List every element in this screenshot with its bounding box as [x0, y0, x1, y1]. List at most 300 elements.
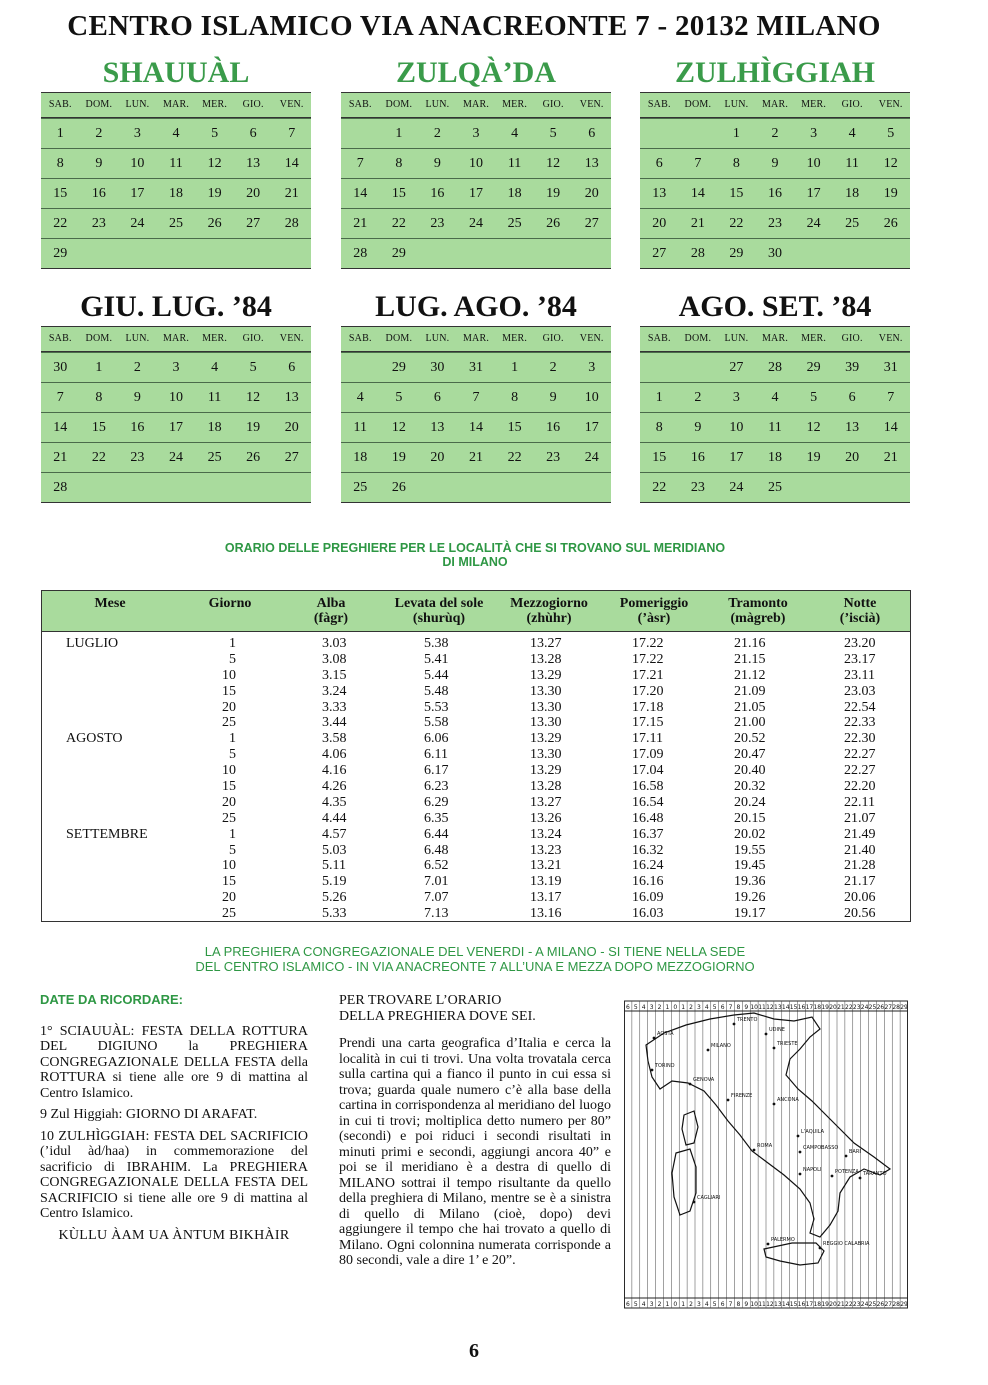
calendar-day	[80, 473, 119, 502]
weekday-label: LUN.	[125, 99, 150, 110]
calendar-day: 24	[729, 480, 744, 495]
meridian-number-top: 28	[892, 1004, 900, 1011]
calendar-day: 26	[391, 480, 406, 495]
date-entry-arafat: 9 Zul Higgiah: GIORNO DI ARAFAT.	[40, 1107, 258, 1122]
weekday-label: MAR.	[462, 99, 490, 110]
column-header-label: Pomeriggio	[619, 596, 689, 611]
notice-line1: LA PREGHIERA CONGREGAZIONALE DEL VENERDI - A MILANO - SI TIENE NELLA SEDE	[204, 944, 746, 959]
table-cell: 5.41	[424, 651, 449, 667]
calendar-day	[157, 473, 196, 502]
table-cell: 13.30	[530, 715, 562, 731]
calendar-day	[457, 473, 496, 502]
calendar-day: 16	[690, 450, 705, 465]
calendar-day: 28	[53, 480, 68, 495]
calendar-day: 25	[168, 216, 183, 231]
weekday-label: VEN.	[878, 333, 903, 344]
city-label: TRENTO	[737, 1017, 758, 1023]
meridian-number-bottom: 4	[641, 1301, 646, 1308]
notice-line2: DEL CENTRO ISLAMICO - IN VIA ANACREONTE 7 ALL’UNA E MEZZA DOPO MEZZOGIORNO	[195, 958, 755, 974]
meridian-number-bottom: 29	[900, 1301, 908, 1308]
calendar-day: 21	[284, 186, 299, 201]
calendar-day	[418, 239, 457, 268]
table-cell: 22.27	[844, 763, 876, 779]
table-cell: 19.55	[734, 842, 766, 858]
column-header-label: Mezzogiorno	[510, 596, 588, 611]
table-cell: 17.15	[632, 715, 664, 731]
calendar-day: 19	[883, 186, 898, 201]
calendar-day	[794, 473, 833, 502]
city-label: ROMA	[757, 1143, 773, 1149]
city-label: L’AQUILA	[801, 1129, 825, 1135]
calendar-week-row	[341, 442, 611, 472]
calendar-day: 11	[845, 156, 859, 171]
table-cell: 22.54	[844, 699, 876, 715]
weekday-label: DOM.	[385, 333, 413, 344]
city-label: CAGLIARI	[697, 1195, 721, 1201]
table-cell: 21.28	[844, 858, 876, 874]
weekday-label: MAR.	[761, 333, 789, 344]
calendar-day: 12	[546, 156, 561, 171]
table-cell: 4.26	[322, 779, 347, 795]
table-cell: 13.24	[530, 826, 562, 842]
meridian-number-top: 23	[852, 1004, 861, 1011]
calendar-week-row	[341, 118, 611, 148]
calendar-day: 21	[883, 450, 898, 465]
calendar-day: 9	[771, 156, 779, 171]
meridian-number-bottom: 2	[689, 1301, 693, 1308]
meridian-number-top: 0	[673, 1004, 678, 1011]
calendar-day: 16	[130, 420, 145, 435]
calendar-day: 26	[546, 216, 561, 231]
city-label: ANCONA	[777, 1097, 799, 1103]
weekday-label: MER.	[502, 333, 528, 344]
table-cell: 10	[222, 667, 236, 683]
calendar-day: 8	[56, 156, 64, 171]
calendar-day: 23	[690, 480, 705, 495]
calendar-day: 19	[391, 450, 406, 465]
calendar-day: 22	[652, 480, 667, 495]
calendar-day: 6	[433, 390, 441, 405]
calendar-day: 22	[391, 216, 406, 231]
calendar-day: 13	[246, 156, 261, 171]
meridian-number-bottom: 14	[781, 1301, 790, 1308]
calendar-day: 25	[507, 216, 522, 231]
calendar-day: 27	[729, 360, 744, 375]
calendar-day: 11	[353, 420, 368, 435]
calendar-day: 12	[806, 420, 821, 435]
table-cell: 6.11	[424, 747, 448, 763]
meridian-number-top: 4	[704, 1004, 709, 1011]
calendar-day: 23	[430, 216, 445, 231]
calendar-day: 29	[391, 246, 406, 261]
table-cell: 25	[222, 715, 236, 731]
weekday-label: LUN.	[724, 99, 749, 110]
table-cell: 21.09	[734, 683, 766, 699]
table-cell: 5.33	[322, 906, 347, 922]
calendar-day: 14	[690, 186, 705, 201]
calendar-day: 12	[883, 156, 898, 171]
meridian-number-top: 5	[712, 1004, 717, 1011]
city-marker	[819, 1247, 822, 1250]
city-marker	[859, 1177, 862, 1180]
meridian-number-bottom: 26	[876, 1301, 885, 1308]
calendar-week-row	[640, 472, 910, 502]
column-header-label: Notte	[843, 596, 877, 611]
meridian-number-bottom: 7	[728, 1301, 733, 1308]
column-header	[42, 591, 178, 631]
calendar-day: 12	[246, 390, 261, 405]
calendar-day	[457, 239, 496, 268]
calendar-day: 6	[655, 156, 663, 171]
weekday-label: MER.	[202, 333, 228, 344]
calendar-day: 3	[588, 360, 596, 375]
calendar-day: 28	[767, 360, 782, 375]
column-header-sublabel: (’àsr)	[637, 611, 671, 626]
calendar-day: 20	[584, 186, 599, 201]
table-cell: 13.16	[530, 906, 562, 922]
meridian-number-top: 16	[797, 1004, 806, 1011]
weekday-label: SAB.	[348, 333, 372, 344]
table-cell: 5.11	[322, 858, 346, 874]
meridian-number-top: 9	[744, 1004, 749, 1011]
calendar-day: 1	[511, 360, 519, 375]
calendar-day	[572, 239, 611, 268]
table-cell: 13.29	[530, 667, 562, 683]
weekday-label: MER.	[801, 99, 827, 110]
table-cell: 20.32	[734, 779, 766, 795]
weekday-header	[341, 327, 611, 352]
page-number: 6	[469, 1340, 479, 1362]
table-cell: 5	[229, 747, 236, 763]
calendar-day: 10	[806, 156, 821, 171]
table-cell: 21.49	[844, 826, 876, 842]
city-marker	[797, 1135, 800, 1138]
calendar-grid	[341, 92, 611, 269]
month-column	[42, 636, 178, 922]
table-cell: 22.11	[844, 794, 875, 810]
table-cell: 13.26	[530, 810, 562, 826]
calendar-ago-set-84	[640, 290, 910, 503]
calendar-day: 1	[56, 126, 64, 141]
table-cell: 19.36	[734, 874, 766, 890]
table-cell: 16.48	[632, 810, 664, 826]
table-cell: 25	[222, 906, 236, 922]
meridian-number-top: 1	[681, 1004, 686, 1011]
calendar-day: 10	[468, 156, 483, 171]
calendar-day: 13	[284, 390, 299, 405]
city-marker	[727, 1099, 730, 1102]
table-cell: 6.06	[424, 731, 449, 747]
alba-column	[282, 636, 380, 922]
calendar-day: 22	[729, 216, 744, 231]
calendar-day	[195, 473, 234, 502]
calendar-day: 2	[133, 360, 141, 375]
calendar-week-row	[341, 238, 611, 268]
calendar-day: 7	[887, 390, 895, 405]
calendar-day: 3	[732, 390, 740, 405]
city-marker	[651, 1069, 654, 1072]
weekday-label: GIO.	[242, 99, 264, 110]
weekday-label: SAB.	[647, 333, 671, 344]
table-cell: 5.44	[424, 667, 449, 683]
calendar-day: 8	[395, 156, 403, 171]
calendar-day	[534, 239, 573, 268]
table-cell: 13.30	[530, 683, 562, 699]
calendar-day: 16	[546, 420, 561, 435]
calendar-day: 8	[511, 390, 519, 405]
calendar-week-row	[41, 412, 311, 442]
calendar-day: 16	[767, 186, 782, 201]
calendar-day	[118, 473, 157, 502]
weekday-label: GIO.	[242, 333, 264, 344]
table-cell: 20.47	[734, 747, 766, 763]
table-cell: 4.44	[322, 810, 347, 826]
table-cell: 5.38	[424, 636, 449, 651]
table-cell: 6.52	[424, 858, 449, 874]
calendar-day: 13	[430, 420, 445, 435]
calendar-day: 5	[211, 126, 219, 141]
table-cell: 22.30	[844, 731, 876, 747]
table-cell: 5.53	[424, 699, 449, 715]
meridian-number-top: 8	[736, 1004, 741, 1011]
dates-heading: DATE DA RICORDARE:	[40, 992, 183, 1007]
calendar-day: 2	[95, 126, 103, 141]
howto-body: Prendi una carta geografica d’Italia e cerca la località in cui ti trovi. Una volta trovatala cerca sulla cartina qui a fianco il punto in cui essa si trova; guarda quale numero c’è alla base della cartina in corrispondenza al meridiano del luogo in cui ti trovi; moltiplica detto numero per 80” (secondi) e poi riduci i secondi risultati in minuti primi e secondi, aggiungi ancora 40” e poi se il meridiano è a destra di quello di MILANO sottrai il tempo risultante da quello della preghiera di Milano, mentre se è a sinistra di quello di Milano (cioè, dopo) devi aggiungere il tempo che hai trovato a quello di Milano. Ogni colonnina numerata corrisponde a 80 secondi, vale a dire 1’ e 20”.	[339, 1036, 611, 1268]
calendar-day: 29	[729, 246, 744, 261]
table-cell: 21.00	[734, 715, 766, 731]
calendar-week-row	[41, 238, 311, 268]
meridian-number-bottom: 3	[697, 1301, 701, 1308]
meridian-number-bottom: 6	[626, 1301, 630, 1308]
calendar-title: GIU. LUG. ’84	[80, 290, 272, 323]
calendar-day: 24	[584, 450, 599, 465]
table-cell: 7.13	[424, 906, 449, 922]
calendar-day: 18	[845, 186, 860, 201]
calendar-shauual	[41, 56, 311, 269]
meridian-number-top: 21	[837, 1004, 845, 1011]
weekday-label: SAB.	[647, 99, 671, 110]
calendar-day: 28	[690, 246, 705, 261]
weekday-label: LUN.	[724, 333, 749, 344]
calendar-day: 18	[767, 450, 782, 465]
meridian-number-top: 25	[868, 1004, 877, 1011]
calendar-day: 6	[848, 390, 856, 405]
meridian-number-top: 10	[750, 1004, 758, 1011]
calendar-day	[871, 239, 910, 268]
table-cell: 20.15	[734, 810, 766, 826]
table-cell: 20.56	[844, 906, 876, 922]
weekday-label: DOM.	[684, 333, 712, 344]
calendar-grid	[341, 326, 611, 503]
meridian-number-top: 20	[829, 1004, 837, 1011]
howto-title-line2: DELLA PREGHIERA DOVE SEI.	[339, 1008, 536, 1024]
page-title: CENTRO ISLAMICO VIA ANACREONTE 7 - 20132 MILANO	[67, 10, 881, 42]
calendar-giu-lug-84	[41, 290, 311, 503]
calendar-day: 11	[768, 420, 782, 435]
calendar-day: 5	[249, 360, 257, 375]
calendar-day: 4	[771, 390, 779, 405]
column-header-label: Mese	[94, 596, 126, 611]
calendar-day: 1	[655, 390, 663, 405]
table-cell: 3.08	[322, 651, 347, 667]
column-header	[708, 591, 808, 631]
calendar-day: 29	[391, 360, 406, 375]
table-cell: 20.02	[734, 826, 766, 842]
calendar-day: 12	[391, 420, 406, 435]
calendar-grid	[41, 92, 311, 269]
day-column	[178, 636, 282, 922]
meridian-number-bottom: 16	[797, 1301, 806, 1308]
table-cell: 23.17	[844, 651, 876, 667]
table-cell: 4.35	[322, 794, 347, 810]
calendar-day: 18	[507, 186, 522, 201]
calendar-week-row	[640, 238, 910, 268]
table-cell: 20.06	[844, 890, 876, 906]
calendar-day: 26	[246, 450, 261, 465]
column-header-sublabel: (’iscià)	[839, 611, 881, 626]
column-header-sublabel: (shurùq)	[412, 611, 466, 626]
calendar-day: 26	[883, 216, 898, 231]
calendar-day: 1	[95, 360, 103, 375]
weekday-label: MAR.	[761, 99, 789, 110]
calendar-day: 17	[584, 420, 599, 435]
calendar-day: 22	[507, 450, 522, 465]
column-header-sublabel: (fàgr)	[313, 611, 349, 626]
table-cell: 23.11	[844, 667, 875, 683]
meridian-number-bottom: 8	[736, 1301, 741, 1308]
calendar-week-row	[341, 178, 611, 208]
calendar-day	[234, 473, 273, 502]
city-marker	[773, 1047, 776, 1050]
weekday-label: MAR.	[162, 333, 190, 344]
prayer-heading-line2: DI MILANO	[442, 555, 508, 569]
calendar-day	[272, 239, 311, 268]
notte-column	[808, 636, 912, 922]
meridian-number-bottom: 1	[665, 1301, 670, 1308]
calendar-week-row	[341, 208, 611, 238]
calendar-week-row	[41, 382, 311, 412]
calendar-day: 30	[53, 360, 68, 375]
calendar-week-row	[640, 442, 910, 472]
calendar-day: 4	[172, 126, 180, 141]
table-cell: 20.24	[734, 794, 766, 810]
calendar-day: 17	[729, 450, 744, 465]
meridian-number-top: 14	[781, 1004, 790, 1011]
calendar-title: AGO. SET. ’84	[678, 290, 872, 323]
table-cell: 17.20	[632, 683, 664, 699]
calendar-grid	[640, 326, 910, 503]
table-cell: 16.03	[632, 906, 664, 922]
city-marker	[773, 1103, 776, 1106]
city-marker	[799, 1173, 802, 1176]
table-cell: 20	[222, 794, 236, 810]
meridian-number-top: 2	[657, 1004, 662, 1011]
calendar-day: 6	[588, 126, 596, 141]
city-label: FIRENZE	[731, 1093, 753, 1099]
column-header	[282, 591, 380, 631]
calendar-day: 2	[433, 126, 441, 141]
calendar-day: 39	[845, 360, 860, 375]
calendar-day: 29	[53, 246, 68, 261]
calendar-day: 25	[353, 480, 368, 495]
table-cell: 4.16	[322, 763, 347, 779]
calendar-day: 31	[468, 360, 483, 375]
table-cell: 6.29	[424, 794, 449, 810]
meridian-number-bottom: 27	[884, 1301, 893, 1308]
weekday-header	[41, 327, 311, 352]
calendar-title: SHAUUÀL	[102, 56, 250, 89]
table-cell: 5.19	[322, 874, 347, 890]
city-label: TRIESTE	[777, 1041, 798, 1047]
meridian-number-bottom: 5	[633, 1301, 638, 1308]
table-cell: 17.22	[632, 651, 664, 667]
calendar-day: 17	[468, 186, 483, 201]
weekday-header	[640, 93, 910, 118]
calendar-day: 13	[584, 156, 599, 171]
calendar-day: 4	[211, 360, 219, 375]
calendar-day: 10	[168, 390, 183, 405]
table-cell: 20	[222, 699, 236, 715]
calendar-day: 10	[130, 156, 145, 171]
table-cell: 6.44	[424, 826, 449, 842]
calendar-week-row	[341, 148, 611, 178]
table-cell: 22.20	[844, 779, 876, 795]
city-marker	[765, 1033, 768, 1036]
weekday-label: VEN.	[579, 333, 604, 344]
calendar-day	[195, 239, 234, 268]
table-cell: 13.19	[530, 874, 562, 890]
calendar-week-row	[640, 412, 910, 442]
table-cell: 21.15	[734, 651, 766, 667]
meridian-number-bottom: 0	[673, 1301, 678, 1308]
meridian-number-top: 1	[665, 1004, 670, 1011]
column-header	[808, 591, 912, 631]
calendar-day: 12	[207, 156, 222, 171]
calendar-day	[640, 119, 679, 148]
prayer-table-header	[42, 591, 910, 632]
prayer-times-heading	[150, 541, 800, 569]
calendar-day: 23	[767, 216, 782, 231]
weekday-label: MER.	[801, 333, 827, 344]
calendar-day: 17	[168, 420, 183, 435]
table-cell: 13.30	[530, 747, 562, 763]
table-cell: 13.21	[530, 858, 562, 874]
meridian-number-bottom: 22	[845, 1301, 853, 1308]
calendar-day: 4	[511, 126, 519, 141]
weekday-label: DOM.	[385, 99, 413, 110]
city-label: TORINO	[655, 1063, 675, 1069]
calendar-day: 28	[353, 246, 368, 261]
table-cell: 17.21	[632, 667, 664, 683]
table-cell: 25	[222, 810, 236, 826]
calendar-week-row	[341, 472, 611, 502]
calendar-day: 15	[652, 450, 667, 465]
weekday-label: DOM.	[684, 99, 712, 110]
meridian-number-bottom: 21	[837, 1301, 845, 1308]
calendar-day: 6	[249, 126, 257, 141]
calendar-day: 13	[845, 420, 860, 435]
closing-greeting: KÙLLU ÀAM UA ÀNTUM BIKHÀIR	[58, 1227, 290, 1243]
city-marker	[689, 1083, 692, 1086]
table-cell: 22.27	[844, 747, 876, 763]
calendar-day: 4	[848, 126, 856, 141]
table-cell: 7.07	[424, 890, 449, 906]
meridian-number-bottom: 17	[805, 1301, 814, 1308]
calendar-day: 1	[395, 126, 403, 141]
city-label: POTENZA	[835, 1169, 859, 1175]
city-marker	[753, 1149, 756, 1152]
meridian-number-bottom: 3	[649, 1301, 654, 1308]
